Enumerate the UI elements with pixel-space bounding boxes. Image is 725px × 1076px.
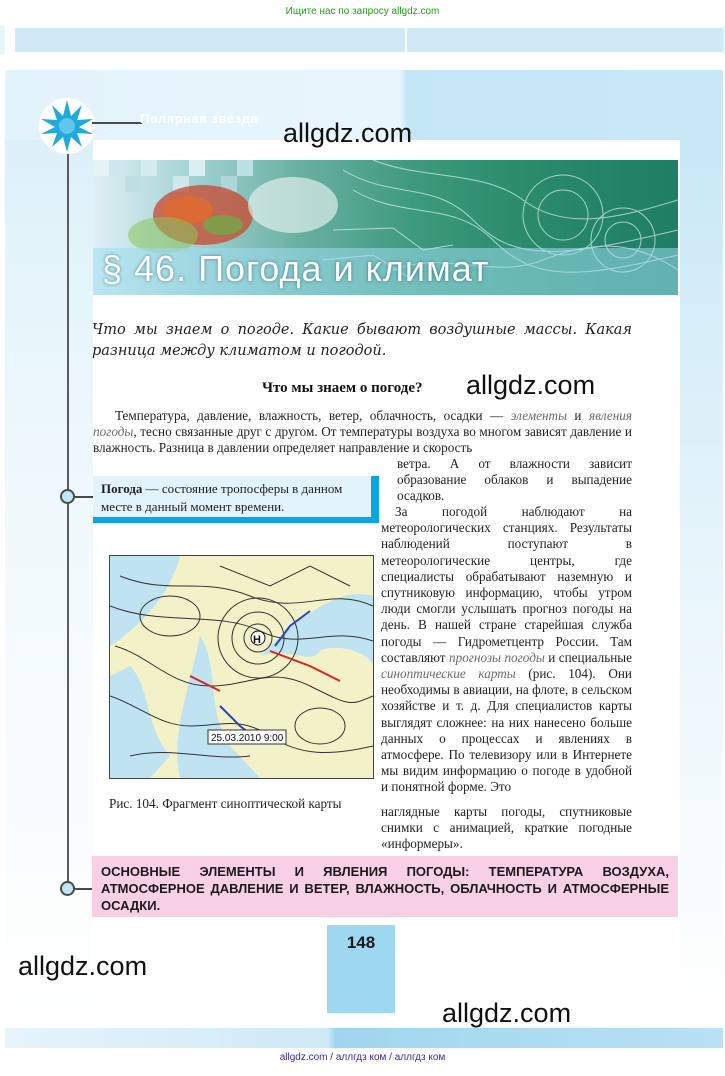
chapter-title: § 46. Погода и климат: [102, 248, 490, 289]
watermark: allgdz.com: [466, 370, 596, 400]
synoptic-map-figure: [109, 555, 374, 779]
watermark: allgdz.com: [442, 998, 572, 1028]
timeline-connector: [75, 496, 93, 498]
term-elements: элементы: [510, 408, 567, 423]
series-connector: [92, 122, 142, 124]
term-weather-forecasts: прогнозы погоды: [449, 649, 545, 665]
definition-accent-bar: [93, 517, 379, 523]
page-number: 148: [346, 933, 376, 952]
timeline-connector: [75, 888, 93, 890]
section-heading: Что мы знаем о погоде?: [262, 380, 423, 396]
definition-text: — состояние тропосферы в данном месте в данный момент времени.: [101, 481, 343, 514]
text-run: За погодой наблюдают на метеорологических станциях. Результаты наблюдений поступают в метеорологические центры, где специалисты обрабатывают наземную и спутниковую информацию, чтобы утром люди смогли услышать прогноз погоды на день. В нашей стране старейшая служба погоды — Гидрометцентр России. Там составляют: [381, 504, 632, 665]
timeline-marker-definition: [60, 489, 75, 504]
definition-term: Погода: [101, 481, 143, 496]
term-weather-phenomena: явления погоды: [93, 408, 632, 440]
watermark: allgdz.com: [283, 118, 413, 148]
text-run: и: [567, 408, 589, 423]
chapter-intro-questions: Что мы знаем о погоде. Какие бывают воздушные массы. Какая разница между климатом и погодой.: [92, 322, 632, 359]
low-pressure-label: Н: [253, 634, 261, 646]
series-label: Полярная звезда: [140, 111, 258, 126]
page-number-tab: [327, 925, 395, 1013]
key-concepts-box: ОСНОВНЫЕ ЭЛЕМЕНТЫ И ЯВЛЕНИЯ ПОГОДЫ: ТЕМПЕРАТУРА ВОЗДУХА, АТМОСФЕРНОЕ ДАВЛЕНИЕ И ВЕТЕР, ВЛАЖНОСТЬ, ОБЛАЧНОСТЬ И АТМОСФЕРНЫЕ ОСАДКИ.: [92, 856, 678, 917]
definition-accent-bar: [371, 476, 379, 523]
figure-caption: Рис. 104. Фрагмент синоптической карты: [109, 796, 342, 811]
paragraph-weather-elements-continued: ветра. А от влажности зависит образование облаков и выпадение осадков.: [397, 456, 632, 504]
map-date-label: 25.03.2010 9:00: [211, 733, 284, 744]
paragraph-weather-observation-end: наглядные карты погоды, спутниковые снимки с анимацией, краткие погодные «информеры».: [381, 804, 632, 852]
polar-star-icon: [38, 97, 96, 155]
timeline-marker-key: [60, 881, 75, 896]
synoptic-map-illustration: [110, 556, 373, 778]
text-run: Температура, давление, влажность, ветер, облачность, осадки —: [115, 408, 511, 423]
margin-timeline: [67, 123, 69, 893]
previous-page-edge: [0, 26, 725, 54]
text-run: , тесно связанные друг с другом. От температуры воздуха во многом зависят давление и влажность. Разница в давлении определяет направление и скорость: [93, 424, 632, 456]
text-run: (рис. 104). Они необходимы в авиации, на флоте, в сельском хозяйстве и т. д. Для специалистов карты выглядят сложнее: на них нанесено больше данных о процессах и явлениях в атмосфере. По телевизору или в Интернете мы видим информацию о погоде в удобной и понятной форме. Это: [381, 666, 632, 795]
term-synoptic-maps: синоптические карты: [381, 666, 516, 682]
top-search-note: Ищите нас по запросу allgdz.com: [285, 6, 440, 17]
page-left-margin: [5, 70, 93, 1018]
watermark: allgdz.com: [18, 951, 148, 981]
text-run: и специальные: [544, 649, 632, 665]
page-right-margin: [680, 70, 723, 1018]
paragraph-weather-observation: [381, 504, 632, 796]
next-page-edge: [5, 1028, 723, 1048]
paragraph-weather-elements: [93, 408, 632, 457]
footer-links[interactable]: allgdz.com / аллгдз ком / аллгдз ком: [279, 1052, 446, 1063]
definition-box: [93, 476, 371, 518]
